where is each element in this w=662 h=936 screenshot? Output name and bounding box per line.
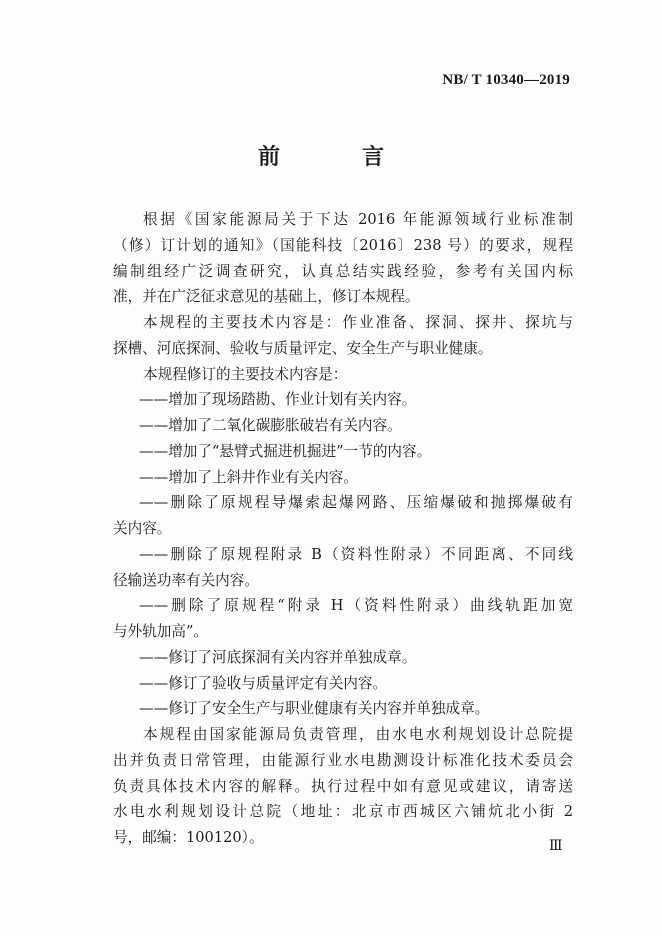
- text-line: 探槽、河底探洞、验收与质量评定、安全生产与职业健康。: [113, 339, 493, 357]
- text-line: 与外轨加高”。: [113, 623, 209, 640]
- list-item: ——增加了“悬臂式掘进机掘进”一节的内容。: [139, 442, 432, 460]
- text-line: 根据《国家能源局关于下达 2016 年能源领域行业标准制: [143, 211, 573, 228]
- foreword-body: [113, 207, 573, 851]
- text-line: 出并负责日常管理，由能源行业水电勘测设计标准化技术委员会: [113, 751, 573, 769]
- list-item: ——删除了原规程导爆索起爆网路、压缩爆破和抛掷爆破有: [139, 494, 573, 512]
- text-line: 关内容。: [113, 520, 172, 537]
- text-line: 负责具体技术内容的解释。执行过程中如有意见或建议，请寄送: [113, 777, 573, 795]
- text-line: 本规程的主要技术内容是：作业准备、探洞、探井、探坑与: [143, 314, 573, 331]
- list-item: ——增加了二氧化碳膨胀破岩有关内容。: [139, 417, 402, 434]
- standard-code: NB/ T 10340—2019: [442, 72, 570, 88]
- text-line: 号，邮编：100120）。: [113, 829, 264, 846]
- text-line: 本规程由国家能源局负责管理，由水电水利规划设计总院提: [143, 726, 573, 743]
- list-item: ——删除了原规程附录 B（资料性附录）不同距离、不同线: [139, 545, 573, 563]
- text-line: （修）订计划的通知》（国能科技〔2016〕238 号）的要求，规程: [113, 236, 573, 254]
- text-line: 准，并在广泛征求意见的基础上，修订本规程。: [113, 288, 420, 306]
- text-line: 水电水利规划设计总院（地址：北京市西城区六铺炕北小街 2: [113, 803, 573, 821]
- list-item: ——修订了河底探洞有关内容并单独成章。: [139, 648, 417, 666]
- text-line: 本规程修订的主要技术内容是：: [143, 365, 348, 383]
- list-item: ——增加了现场踏勘、作业计划有关内容。: [139, 391, 417, 409]
- page-title: 前 言: [257, 145, 414, 170]
- page-number: Ⅲ: [549, 839, 562, 854]
- list-item: ——删除了原规程“附录 H（资料性附录）曲线轨距加宽: [139, 597, 573, 615]
- list-item: ——增加了上斜井作业有关内容。: [139, 468, 358, 486]
- text-line: 径输送功率有关内容。: [113, 571, 259, 589]
- list-item: ——修订了安全生产与职业健康有关内容并单独成章。: [139, 700, 490, 718]
- text-line: 编制组经广泛调查研究，认真总结实践经验，参考有关国内标: [113, 262, 573, 280]
- list-item: ——修订了验收与质量评定有关内容。: [139, 674, 388, 692]
